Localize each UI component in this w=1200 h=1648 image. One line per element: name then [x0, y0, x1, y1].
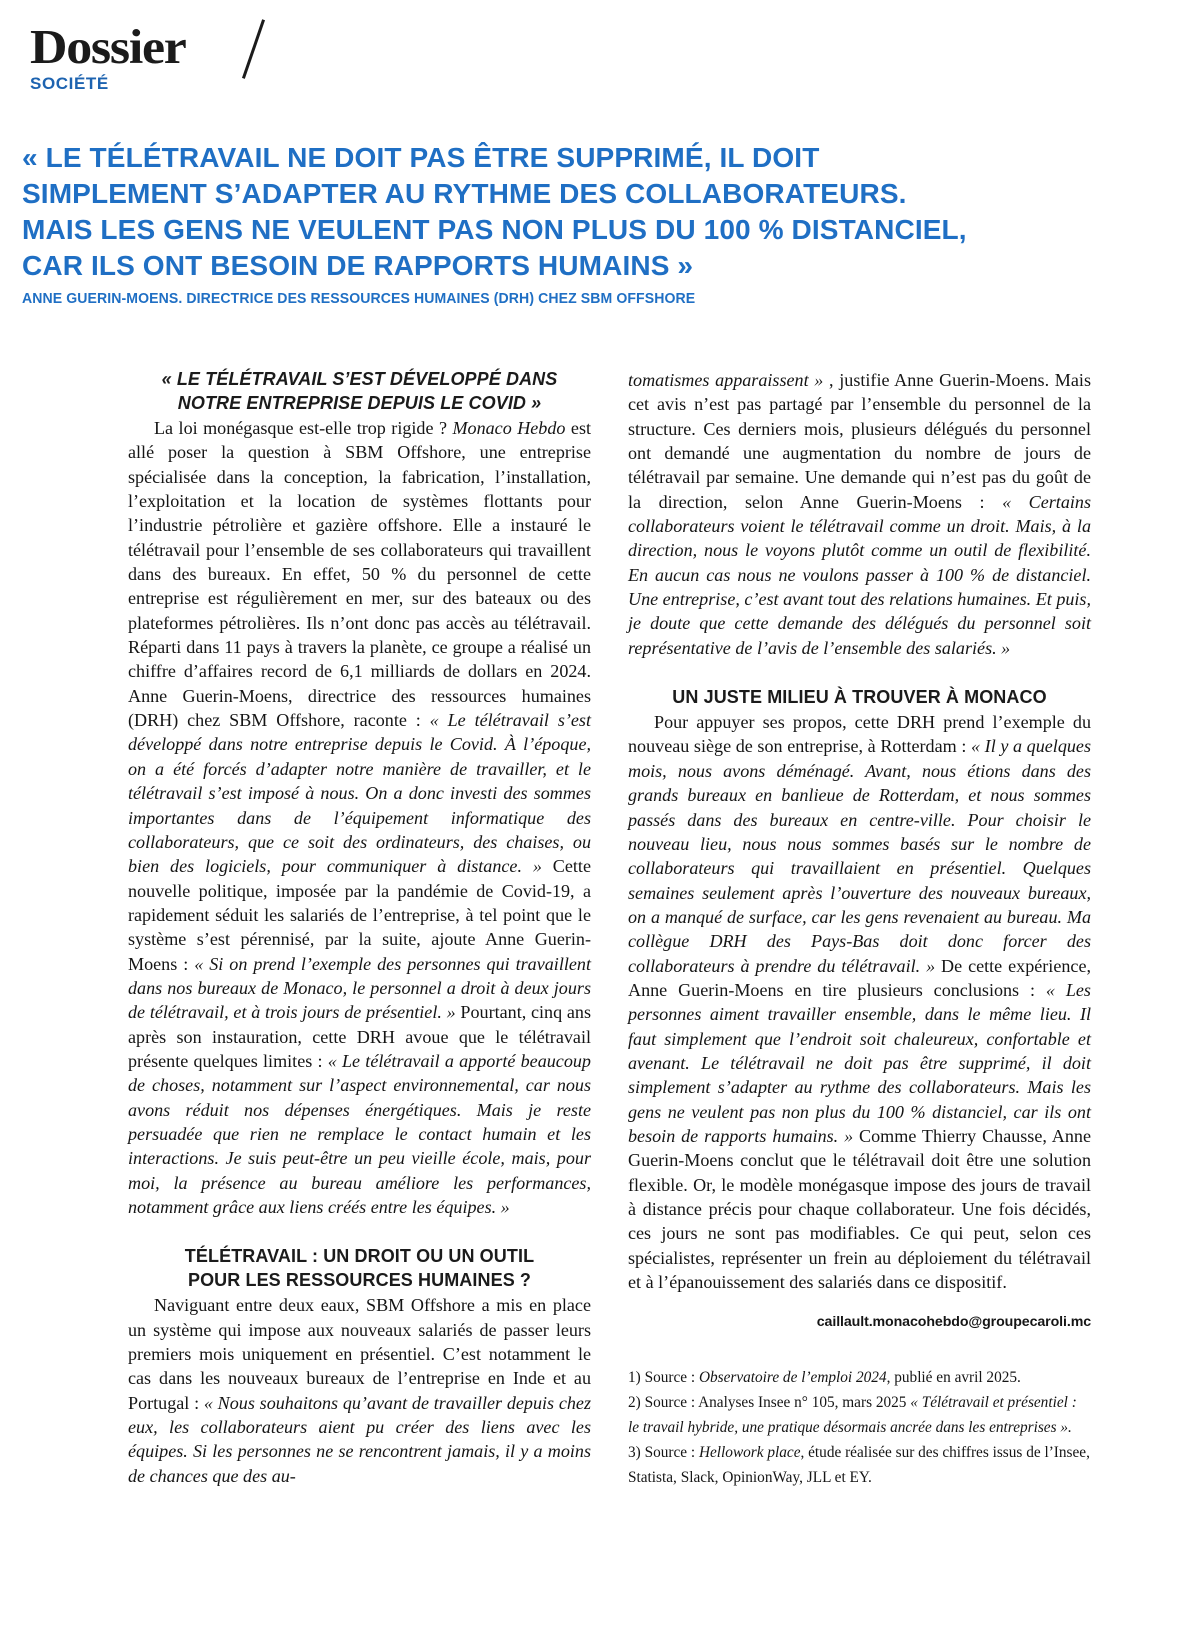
footnote-2 [628, 1390, 1091, 1440]
headline-line-1: « LE TÉLÉTRAVAIL NE DOIT PAS ÊTRE SUPPRIMÉ, IL DOIT [22, 142, 820, 173]
source-title: Hellowork place [698, 1443, 801, 1461]
text-run: Cette nouvelle politique, imposée par la pandémie de Covid-19, a rapidement séduit les salariés de l’entreprise, à tel point que le système s’est pérennisé, par la suite, ajoute Anne Guerin-Moens : [128, 856, 591, 974]
subhead-juste-milieu: UN JUSTE MILIEU À TROUVER À MONACO [672, 687, 1047, 708]
headline-line-2: SIMPLEMENT S’ADAPTER AU RYTHME DES COLLABORATEURS. [22, 178, 907, 209]
source-title: « Télétravail et présentiel : le travail hybride, une pratique désormais ancrée dans les entreprises ». [628, 1393, 1077, 1436]
quote-run: « Le télétravail a apporté beaucoup de choses, notamment sur l’aspect environnemental, car nous avons réduit nos dépenses énergétiques. Mais je reste persuadée que rien ne remplace le contact humain et les interactions. Je suis peut-être un peu vieille école, mais, pour moi, la présence au bureau améliore les performances, notamment grâce aux liens créés entre les équipes. » [128, 1050, 591, 1217]
text-run: La loi monégasque est-elle trop rigide ? [154, 418, 453, 438]
text-run: Pour appuyer ses propos, cette DRH prend l’exemple du nouveau siège de son entreprise, à Rotterdam : [628, 712, 1091, 757]
masthead [30, 19, 630, 94]
headline-attribution: ANNE GUERIN-MOENS. DIRECTRICE DES RESSOURCES HUMAINES (DRH) CHEZ SBM OFFSHORE [22, 291, 696, 307]
paragraph-rotterdam [628, 710, 1091, 1294]
paragraph-intro [128, 416, 591, 1219]
text-run: , publié en avril 2025. [886, 1368, 1021, 1386]
quote-run: « Les personnes aiment travailler ensemble, dans le même lieu. Il faut simplement que l’endroit soit chaleureux, confortable et avenant. Le télétravail ne doit pas être supprimé, il doit simplement s’adapter au rythme des collaborateurs. Mais les gens ne veulent pas non plus du 100 % distanciel, car ils ont besoin de rapports humains. » [628, 979, 1091, 1146]
quote-run: tomatismes apparaissent » [628, 370, 824, 390]
headline-block [22, 140, 1142, 309]
quote-run: « Le télétravail s’est développé dans notre entreprise depuis le Covid. À l’époque, on a été forcés d’adapter notre manière de travailler, et le télétravail s’est imposé à nous. On a donc investi des sommes importantes dans de l’équipement informatique des collaborateurs, que ce soit des ordinateurs, des chaises, ou bien des logiciels, pour communiquer à distance. » [128, 710, 591, 877]
section-label: SOCIÉTÉ [30, 74, 109, 93]
source-title: Observatoire de l’emploi 2024 [698, 1368, 887, 1386]
text-run: , justifie Anne Guerin-Moens. Mais cet avis n’est pas partagé par l’ensemble du personnel de la structure. Ces derniers mois, plusieurs délégués du personnel ont demandé une augmentation du nombre de jours de télétravail par semaine. Une demande qui n’est pas du goût de la direction, selon Anne Guerin-Moens : [628, 370, 1091, 512]
text-run: Naviguant entre deux eaux, SBM Offshore a mis en place un système qui impose aux nouveaux salariés de passer leurs premiers mois uniquement en présentiel. C’est notamment le cas dans les nouveaux bureaux de l’entreprise en Inde et au Portugal : [128, 1295, 591, 1413]
footnote-1 [628, 1365, 1091, 1390]
text-run: 1) Source : [628, 1368, 699, 1386]
publication-name: Monaco Hebdo [452, 418, 566, 438]
author-email[interactable]: caillault.monacohebdo@groupecaroli.mc [816, 1314, 1091, 1331]
quote-run: « Nous souhaitons qu’avant de travailler depuis chez eux, les collaborateurs aient pu créer des liens avec les équipes. Si les personnes ne se rencontrent jamais, il y a moins de chances que des au- [128, 1392, 592, 1486]
quote-run: « Si on prend l’exemple des personnes qui travaillent dans nos bureaux de Monaco, le personnel a droit à deux jours de télétravail, et à trois jours de présentiel. » [128, 953, 591, 1023]
paragraph-continued [628, 368, 1091, 660]
text-run: est allé poser la question à SBM Offshore, une entreprise spécialisée dans la conception, la fabrication, l’installation, l’exploitation et la location de systèmes flottants pour l’industrie pétrolière et gazière offshore. Elle a instauré le télétravail pour l’ensemble de ses collaborateurs qui travaillent dans des bureaux. En effet, 50 % du personnel de cette entreprise est régulièrement en mer, sur des bateaux ou des plateformes pétrolières. Ils n’ont donc pas accès au télétravail. Réparti dans 11 pays à travers la planète, ce groupe a réalisé un chiffre d’affaires record de 6,1 milliards de dollars en 2024. Anne Guerin-Moens, directrice des ressources humaines (DRH) chez SBM Offshore, raconte : [128, 418, 592, 731]
masthead-title-row [30, 19, 630, 74]
footnote-3 [628, 1440, 1091, 1490]
text-run: , étude réalisée sur des chiffres issus de l’Insee, Statista, Slack, OpinionWay, JLL et EY. [628, 1443, 1090, 1486]
footnotes-block [628, 1365, 1091, 1490]
forward-slash-icon [242, 19, 265, 78]
right-column [628, 368, 1091, 1490]
text-run: 3) Source : [628, 1443, 699, 1461]
headline-line-4: CAR ILS ONT BESOIN DE RAPPORTS HUMAINS » [22, 250, 694, 281]
text-run: 2) Source : Analyses Insee n° 105, mars 2025 [628, 1393, 911, 1411]
left-column [128, 368, 591, 1488]
paragraph-nouveaux-salaries [128, 1293, 591, 1488]
quote-run: « Certains collaborateurs voient le télétravail comme un droit. Mais, à la direction, nous le voyons plutôt comme un outil de flexibilité. En aucun cas nous ne voulons passer à 100 % de distanciel. Une entreprise, c’est avant tout des relations humaines. Et puis, je doute que cette demande des délégués du personnel soit représentative de l’avis de l’ensemble des salariés. » [628, 491, 1091, 658]
subhead-teletravail-developpe-line-2: NOTRE ENTREPRISE DEPUIS LE COVID » [177, 393, 542, 413]
headline-line-3: MAIS LES GENS NE VEULENT PAS NON PLUS DU 100 % DISTANCIEL, [22, 214, 967, 245]
subhead-droit-ou-outil-line-2: POUR LES RESSOURCES HUMAINES ? [187, 1270, 532, 1291]
subhead-teletravail-developpe-line-1: « LE TÉLÉTRAVAIL S’EST DÉVELOPPÉ DANS [161, 369, 558, 389]
subhead-droit-ou-outil-line-1: TÉLÉTRAVAIL : UN DROIT OU UN OUTIL [184, 1246, 535, 1267]
text-run: Comme Thierry Chausse, Anne Guerin-Moens conclut que le télétravail doit être une solution flexible. Or, le modèle monégasque impose des jours de travail à distance précis pour chaque collaborateur. Une fois décidés, ces jours ne sont pas modifiables. Ce qui peut, selon ces spécialistes, représenter un frein au déploiement du télétravail et à l’épanouissement des salariés dans ce dispositif. [628, 1125, 1091, 1293]
text-run: Pourtant, cinq ans après son instauration, cette DRH avoue que le télétravail présente quelques limites : [128, 1002, 591, 1071]
page-title: Dossier [30, 19, 186, 74]
text-run: De cette expérience, Anne Guerin-Moens en tire plusieurs conclusions : [628, 955, 1091, 1000]
quote-run: « Il y a quelques mois, nous avons déménagé. Avant, nous étions dans des grands bureaux en banlieue de Rotterdam, et nous sommes passés dans des bureaux en centre-ville. Pour choisir le nouveau lieu, nous nous sommes basés sur le nombre de collaborateurs qui travaillaient en présentiel. Quelques semaines seulement après l’ouverture des nouveaux bureaux, on a manqué de surface, car les gens revenaient au bureau. Ma collègue DRH des Pays-Bas doit donc forcer des collaborateurs à prendre du télétravail. » [628, 736, 1091, 976]
